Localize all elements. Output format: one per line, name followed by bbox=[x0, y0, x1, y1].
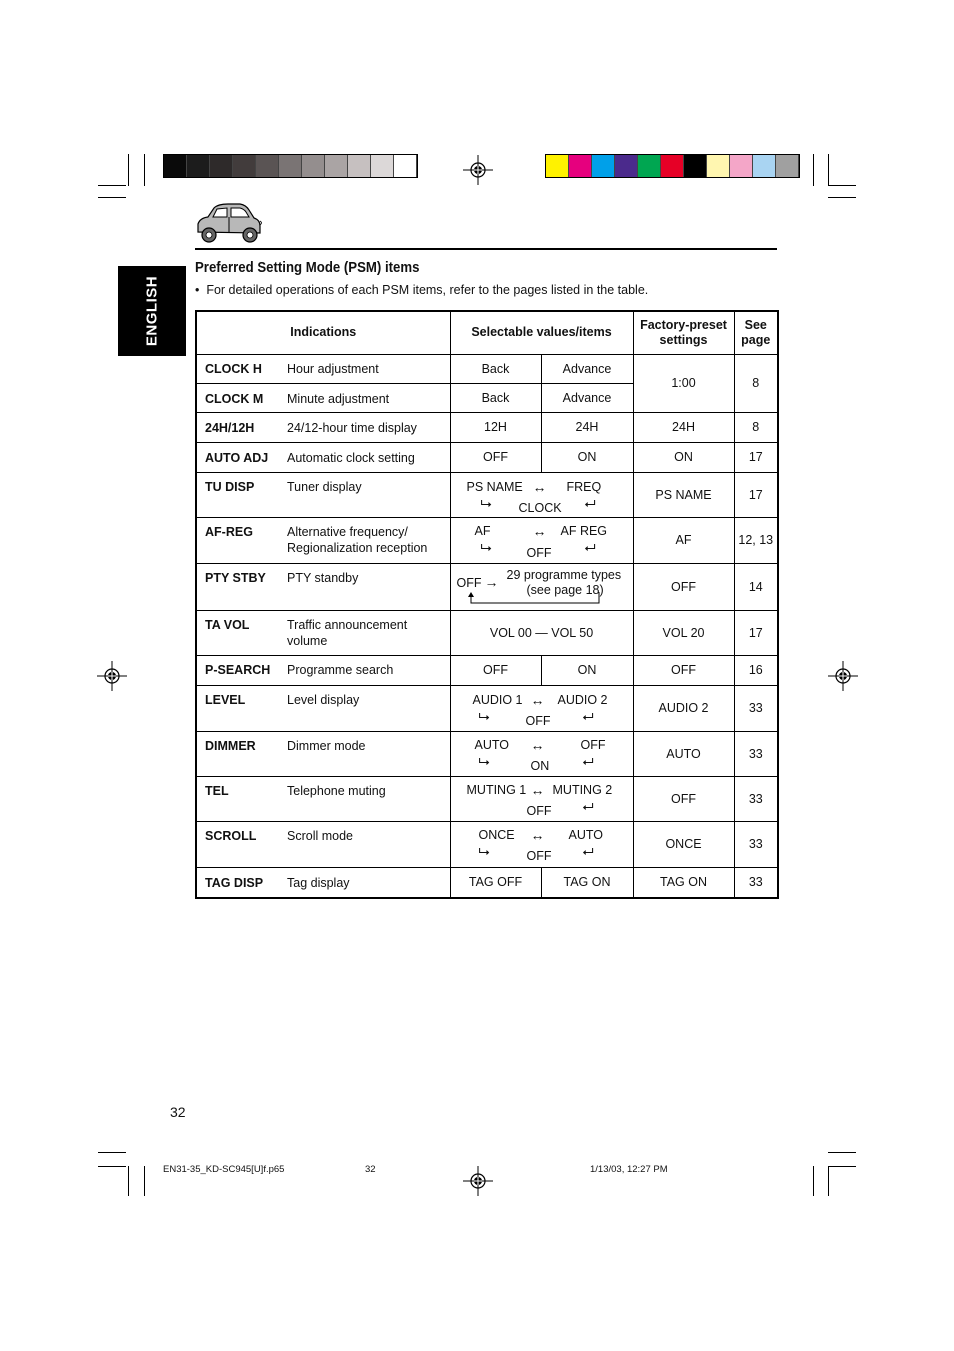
indication-cell bbox=[196, 354, 450, 383]
footer-page: 32 bbox=[365, 1164, 376, 1175]
item-description: Hour adjustment bbox=[287, 361, 379, 376]
cycle-option-a: AUTO bbox=[474, 737, 509, 752]
crop-mark bbox=[144, 154, 145, 186]
bullet-note bbox=[195, 283, 648, 297]
header-rule bbox=[195, 248, 777, 250]
item-code: DIMMER bbox=[205, 738, 256, 753]
item-description: Tag display bbox=[287, 875, 350, 890]
cycle-option-a: PS NAME bbox=[466, 479, 523, 494]
factory-cell: AF bbox=[633, 517, 734, 563]
table-row bbox=[196, 354, 778, 383]
item-code: P-SEARCH bbox=[205, 662, 271, 677]
crop-mark bbox=[828, 197, 856, 198]
factory-cell: OFF bbox=[633, 776, 734, 821]
calibration-swatch bbox=[233, 155, 256, 177]
registration-mark-icon bbox=[828, 661, 858, 691]
calibration-swatch bbox=[371, 155, 394, 177]
calibration-swatch bbox=[325, 155, 348, 177]
value-cell: OFF bbox=[450, 655, 541, 685]
calibration-swatch bbox=[661, 155, 684, 177]
value-cell: 24H bbox=[541, 412, 633, 442]
cycle-option-a: ONCE bbox=[478, 828, 515, 842]
crop-mark bbox=[98, 1152, 126, 1153]
table-row bbox=[196, 685, 778, 731]
indication-cell bbox=[196, 685, 450, 731]
item-description: Scroll mode bbox=[287, 828, 353, 843]
item-description: Level display bbox=[287, 692, 360, 707]
calibration-swatch bbox=[776, 155, 799, 177]
factory-cell: ON bbox=[633, 442, 734, 472]
cycle-option-b: AUDIO 2 bbox=[557, 693, 608, 707]
cycle-cell bbox=[450, 685, 633, 731]
return-arrow-left-icon: ⮠ bbox=[582, 797, 594, 814]
crop-mark bbox=[828, 1166, 856, 1167]
cycle-option-c: OFF bbox=[526, 849, 552, 863]
page-cell: 33 bbox=[734, 685, 778, 731]
item-code: AF-REG bbox=[205, 524, 253, 539]
cycle-option-a: AUDIO 1 bbox=[472, 693, 523, 707]
language-label: ENGLISH bbox=[143, 275, 161, 347]
value-cell: OFF bbox=[450, 442, 541, 472]
item-code: CLOCK H bbox=[205, 361, 262, 376]
cycle-option-c: OFF bbox=[526, 803, 552, 818]
cycle-option-c: (see page 18) bbox=[526, 582, 604, 597]
indication-cell bbox=[196, 655, 450, 685]
calibration-swatch bbox=[348, 155, 371, 177]
calibration-swatch bbox=[256, 155, 279, 177]
page-cell: 33 bbox=[734, 731, 778, 776]
double-arrow-icon: ↔ bbox=[530, 692, 545, 708]
table-row bbox=[196, 731, 778, 776]
table-row bbox=[196, 412, 778, 442]
value-cell: TAG ON bbox=[541, 867, 633, 898]
indication-cell bbox=[196, 383, 450, 412]
page-cell: 8 bbox=[734, 354, 778, 412]
page-cell: 8 bbox=[734, 412, 778, 442]
item-code: PTY STBY bbox=[205, 570, 266, 585]
language-tab bbox=[118, 266, 186, 356]
cycle-option-a: MUTING 1 bbox=[466, 782, 527, 797]
return-arrow-right-icon: ⮡ bbox=[480, 539, 492, 555]
table-row bbox=[196, 655, 778, 685]
calibration-swatch bbox=[615, 155, 638, 177]
section-title: Preferred Setting Mode (PSM) items bbox=[195, 259, 420, 276]
calibration-swatch bbox=[638, 155, 661, 177]
factory-cell: VOL 20 bbox=[633, 610, 734, 655]
header-indications: Indications bbox=[196, 311, 450, 354]
indication-cell bbox=[196, 610, 450, 655]
cycle-option-b: 29 programme types bbox=[506, 567, 622, 582]
value-cell: Advance bbox=[541, 354, 633, 383]
page-cell: 17 bbox=[734, 610, 778, 655]
cycle-cell bbox=[450, 472, 633, 517]
cycle-option-b: FREQ bbox=[566, 479, 602, 494]
item-description: Alternative frequency/ Regionalization reception bbox=[287, 524, 428, 555]
cycle-option-c: OFF bbox=[525, 714, 551, 728]
cycle-option-c: CLOCK bbox=[518, 500, 562, 515]
footer-timestamp: 1/13/03, 12:27 PM bbox=[590, 1164, 668, 1175]
item-description: Traffic announcement volume bbox=[287, 617, 408, 648]
factory-cell: 1:00 bbox=[633, 354, 734, 412]
bullet-icon: • bbox=[195, 283, 207, 297]
table-row bbox=[196, 776, 778, 821]
right-arrow-icon: → bbox=[484, 573, 499, 590]
item-code: SCROLL bbox=[205, 828, 257, 843]
calibration-swatch bbox=[546, 155, 569, 177]
cycle-option-a: OFF bbox=[456, 575, 482, 590]
crop-mark bbox=[828, 1152, 856, 1153]
table-row bbox=[196, 563, 778, 610]
page-cell: 33 bbox=[734, 867, 778, 898]
item-description: Telephone muting bbox=[287, 783, 386, 798]
double-arrow-icon: ↔ bbox=[532, 478, 547, 495]
color-calibration-bar bbox=[545, 154, 800, 178]
factory-cell: AUTO bbox=[633, 731, 734, 776]
factory-cell: OFF bbox=[633, 563, 734, 610]
item-code: TEL bbox=[205, 783, 229, 798]
crop-mark bbox=[813, 154, 814, 186]
factory-cell: ONCE bbox=[633, 821, 734, 867]
item-description: 24/12-hour time display bbox=[287, 420, 417, 435]
return-arrow-left-icon: ⮠ bbox=[582, 708, 594, 724]
return-arrow-left-icon: ⮠ bbox=[584, 539, 596, 555]
value-cell: Advance bbox=[541, 383, 633, 412]
indication-cell bbox=[196, 563, 450, 610]
item-code: TA VOL bbox=[205, 617, 250, 632]
header-selectable: Selectable values/items bbox=[450, 311, 633, 354]
crop-mark bbox=[828, 154, 829, 186]
cycle-option-b: AUTO bbox=[568, 828, 603, 842]
indication-cell bbox=[196, 412, 450, 442]
crop-mark bbox=[828, 185, 856, 186]
page-cell: 33 bbox=[734, 776, 778, 821]
return-arrow-right-icon: ⮡ bbox=[478, 708, 490, 724]
crop-mark bbox=[128, 154, 129, 186]
item-code: AUTO ADJ bbox=[205, 450, 269, 465]
calibration-swatch bbox=[279, 155, 302, 177]
return-arrow-left-icon: ⮠ bbox=[584, 494, 596, 511]
crop-mark bbox=[813, 1166, 814, 1196]
indication-cell bbox=[196, 867, 450, 898]
crop-mark bbox=[98, 1166, 126, 1167]
indication-cell bbox=[196, 442, 450, 472]
table-row bbox=[196, 867, 778, 898]
table-row bbox=[196, 517, 778, 563]
item-code: 24H/12H bbox=[205, 420, 255, 435]
value-cell: ON bbox=[541, 655, 633, 685]
crop-mark bbox=[144, 1166, 145, 1196]
cycle-option-c: OFF bbox=[526, 546, 552, 560]
indication-cell bbox=[196, 776, 450, 821]
calibration-swatch bbox=[187, 155, 210, 177]
value-cell: Back bbox=[450, 354, 541, 383]
calibration-swatch bbox=[592, 155, 615, 177]
cycle-cell bbox=[450, 517, 633, 563]
item-code: TU DISP bbox=[205, 479, 255, 494]
return-arrow-left-icon: ⮠ bbox=[582, 752, 594, 769]
footer-filename: EN31-35_KD-SC945[U]f.p65 bbox=[163, 1164, 285, 1175]
return-arrow-right-icon: ⮡ bbox=[478, 752, 490, 769]
cycle-cell bbox=[450, 821, 633, 867]
registration-mark-icon bbox=[463, 1166, 493, 1196]
cycle-option-a: AF bbox=[474, 524, 491, 538]
cycle-option-b: OFF bbox=[580, 737, 606, 752]
page-cell: 17 bbox=[734, 472, 778, 517]
return-arrow-right-icon: ⮡ bbox=[478, 843, 490, 859]
factory-cell: TAG ON bbox=[633, 867, 734, 898]
factory-cell: 24H bbox=[633, 412, 734, 442]
calibration-swatch bbox=[394, 155, 417, 177]
return-arrow-right-icon: ⮡ bbox=[480, 494, 492, 511]
page-cell: 16 bbox=[734, 655, 778, 685]
crop-mark bbox=[98, 185, 126, 186]
table-row bbox=[196, 442, 778, 472]
registration-mark-icon bbox=[97, 661, 127, 691]
table-row bbox=[196, 821, 778, 867]
value-range-cell: VOL 00 — VOL 50 bbox=[450, 610, 633, 655]
car-icon bbox=[194, 202, 264, 246]
double-arrow-icon: ↔ bbox=[530, 827, 545, 843]
item-code: TAG DISP bbox=[205, 875, 264, 890]
indication-cell bbox=[196, 472, 450, 517]
registration-mark-icon bbox=[463, 155, 493, 185]
page-cell: 33 bbox=[734, 821, 778, 867]
table-row bbox=[196, 610, 778, 655]
item-description: Minute adjustment bbox=[287, 391, 390, 406]
value-cell: ON bbox=[541, 442, 633, 472]
page-cell: 17 bbox=[734, 442, 778, 472]
double-arrow-icon: ↔ bbox=[530, 781, 545, 798]
value-cell: TAG OFF bbox=[450, 867, 541, 898]
cycle-cell bbox=[450, 776, 633, 821]
factory-cell: AUDIO 2 bbox=[633, 685, 734, 731]
item-description: Automatic clock setting bbox=[287, 450, 415, 465]
item-description: Tuner display bbox=[287, 479, 362, 494]
calibration-swatch bbox=[164, 155, 187, 177]
indication-cell bbox=[196, 821, 450, 867]
table-row bbox=[196, 472, 778, 517]
indication-cell bbox=[196, 731, 450, 776]
header-see-page: See page bbox=[734, 311, 778, 354]
crop-mark bbox=[128, 1166, 129, 1196]
page-cell: 12, 13 bbox=[734, 517, 778, 563]
indication-cell bbox=[196, 517, 450, 563]
calibration-swatch bbox=[569, 155, 592, 177]
item-description: Programme search bbox=[287, 662, 394, 677]
grayscale-calibration-bar bbox=[163, 154, 418, 178]
value-cell: Back bbox=[450, 383, 541, 412]
cycle-option-c: ON bbox=[530, 758, 550, 773]
loop-back-arrow-icon bbox=[463, 592, 603, 606]
calibration-swatch bbox=[684, 155, 707, 177]
double-arrow-icon: ↔ bbox=[530, 736, 545, 753]
page-cell: 14 bbox=[734, 563, 778, 610]
cycle-cell bbox=[450, 731, 633, 776]
factory-cell: PS NAME bbox=[633, 472, 734, 517]
psm-items-table bbox=[195, 310, 779, 899]
item-code: CLOCK M bbox=[205, 391, 264, 406]
crop-mark bbox=[98, 197, 126, 198]
note-text: For detailed operations of each PSM items, refer to the pages listed in the table. bbox=[206, 283, 649, 297]
item-description: Dimmer mode bbox=[287, 738, 366, 753]
return-arrow-left-icon: ⮠ bbox=[582, 843, 594, 859]
cycle-option-b: MUTING 2 bbox=[552, 782, 613, 797]
calibration-swatch bbox=[210, 155, 233, 177]
calibration-swatch bbox=[707, 155, 730, 177]
double-arrow-icon: ↔ bbox=[532, 523, 547, 539]
cycle-cell bbox=[450, 563, 633, 610]
cycle-option-b: AF REG bbox=[560, 524, 608, 538]
calibration-swatch bbox=[730, 155, 753, 177]
item-code: LEVEL bbox=[205, 692, 246, 707]
calibration-swatch bbox=[302, 155, 325, 177]
table-header-row bbox=[196, 311, 778, 354]
item-description: PTY standby bbox=[287, 570, 359, 585]
value-cell: 12H bbox=[450, 412, 541, 442]
factory-cell: OFF bbox=[633, 655, 734, 685]
calibration-swatch bbox=[753, 155, 776, 177]
crop-mark bbox=[828, 1166, 829, 1196]
header-factory: Factory-preset settings bbox=[633, 311, 734, 354]
page-number: 32 bbox=[170, 1104, 186, 1120]
